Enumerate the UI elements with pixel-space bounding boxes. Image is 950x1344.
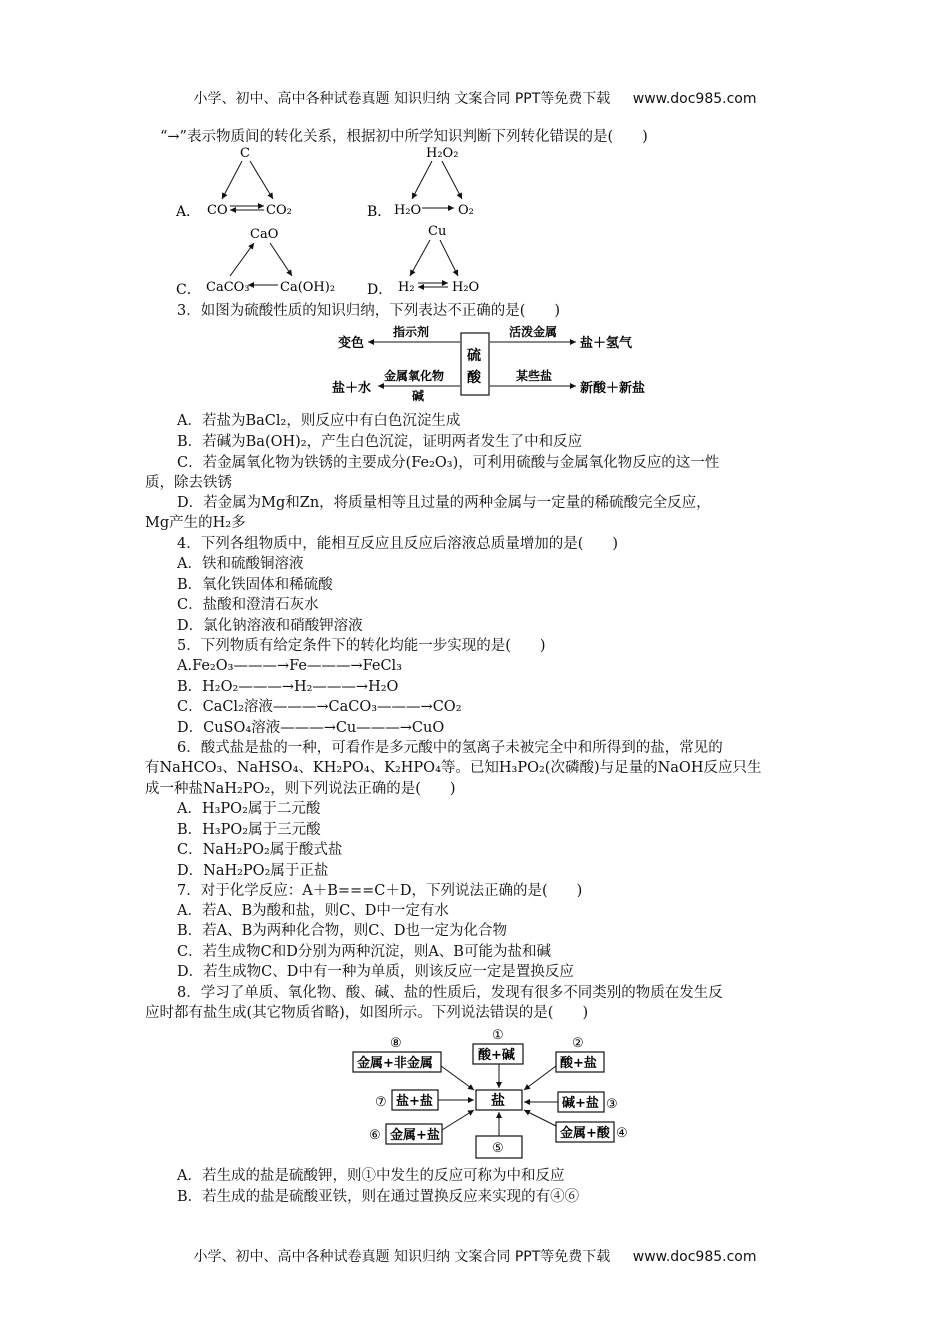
q2-b-right: O₂ [458,203,474,218]
q2-b-top: H₂O₂ [426,146,459,161]
q8-b1: 酸+碱 [478,1048,515,1063]
q2-a-label: A． [176,204,201,220]
q2-option-d [367,224,479,298]
q8-n3: ③ [606,1097,618,1112]
q2-d-label: D． [367,282,393,298]
q4-option-b: B．氧化铁固体和稀硫酸 [177,577,333,593]
header-text: 小学、初中、高中各种试卷真题 知识归纳 文案合同 PPT等免费下载 [193,91,611,107]
q8-n6: ⑥ [369,1128,381,1143]
q8-b8: 金属+非金属 [357,1056,433,1071]
q8-b3: 碱+盐 [562,1096,599,1111]
page-footer [0,1246,950,1266]
q7-option-d: D．若生成物C、D中有一种为单质，则该反应一定是置换反应 [177,964,574,980]
q8-b6: 金属+盐 [390,1128,440,1143]
q3-bl-arrow-bottom: 碱 [412,389,425,403]
q2-b-label: B． [367,204,392,220]
q3-option-c-cont: 质，除去铁锈 [145,475,232,491]
q2-d-left: H₂ [398,280,415,295]
q3-br-arrow-label: 某些盐 [516,369,553,383]
q6-option-d: D．NaH₂PO₂属于正盐 [177,863,329,879]
q8-n8: ⑧ [390,1036,402,1051]
q2-c-top: CaO [250,227,279,242]
q7-option-a: A．若A、B为酸和盐，则C、D中一定有水 [177,903,449,919]
q3-tl-text: 变色 [338,336,365,351]
q3-option-b: B．若碱为Ba(OH)₂，产生白色沉淀，证明两者发生了中和反应 [177,434,583,450]
q5-option-a: A.Fe₂O₃———→Fe———→FeCl₃ [177,658,402,674]
q8-b7: 盐+盐 [396,1094,433,1109]
q2-c-label: C． [176,282,201,298]
q3-option-d: D．若金属为Mg和Zn，将质量相等且过量的两种金属与一定量的稀硫酸完全反应， [177,495,711,511]
page-header [0,88,950,108]
q3-option-c: C．若金属氧化物为铁锈的主要成分(Fe₂O₃)，可利用硫酸与金属氧化物反应的这一性 [177,455,720,471]
q8-n5: ⑤ [492,1141,504,1156]
q4-stem: 4．下列各组物质中，能相互反应且反应后溶液总质量增加的是( ) [177,536,619,552]
q8-center: 盐 [491,1093,505,1109]
footer-text: 小学、初中、高中各种试卷真题 知识归纳 文案合同 PPT等免费下载 [193,1249,611,1265]
q2-stem: “→”表示物质间的转化关系，根据初中所学知识判断下列转化错误的是( ) [160,129,648,145]
q2-a-top: C [240,146,250,161]
footer-site: www.doc985.com [632,1249,757,1265]
q2-option-c [176,227,335,298]
q3-diagram [330,322,650,404]
q8-n4: ④ [616,1126,628,1141]
q4-option-a: A．铁和硫酸铜溶液 [177,556,304,572]
q6-option-c: C．NaH₂PO₂属于酸式盐 [177,842,343,858]
q2-option-b [367,146,474,220]
q2-a-left: CO [207,203,228,218]
q8-stem-2: 应时都有盐生成(其它物质省略)，如图所示。下列说法错误的是( ) [145,1005,589,1021]
header-site: www.doc985.com [632,91,757,107]
q2-diagrams [170,140,670,300]
q4-option-d: D．氯化钠溶液和硝酸钾溶液 [177,618,363,634]
q8-diagram [350,1026,650,1162]
q3-bl-arrow-top: 金属氧化物 [384,369,445,383]
q2-d-top: Cu [428,224,447,239]
q3-tl-arrow-label: 指示剂 [393,325,430,339]
q7-option-c: C．若生成物C和D分别为两种沉淀，则A、B可能为盐和碱 [177,944,551,960]
q5-option-d: D．CuSO₄溶液———→Cu———→CuO [177,720,445,736]
q8-option-a: A．若生成的盐是硫酸钾，则①中发生的反应可称为中和反应 [177,1168,565,1184]
q8-n2: ② [572,1036,584,1051]
q3-tr-arrow-label: 活泼金属 [509,325,558,339]
q5-option-b: B．H₂O₂———→H₂———→H₂O [177,679,399,695]
q8-stem-1: 8．学习了单质、氧化物、酸、碱、盐的性质后，发现有很多不同类别的物质在发生反 [177,985,723,1001]
q7-option-b: B．若A、B为两种化合物，则C、D也一定为化合物 [177,923,508,939]
q8-n7: ⑦ [375,1095,387,1110]
q3-br-text: 新酸＋新盐 [580,381,646,396]
q2-option-a [175,146,292,220]
q8-n1: ① [492,1028,504,1043]
q6-option-b: B．H₃PO₂属于三元酸 [177,822,321,838]
q2-b-left: H₂O [394,203,422,218]
q6-stem-3: 成一种盐NaH₂PO₂，则下列说法正确的是( ) [145,781,456,797]
q3-option-d-cont: Mg产生的H₂多 [145,515,246,531]
q2-a-right: CO₂ [266,203,292,218]
q3-tr-text: 盐＋氢气 [580,336,633,351]
q2-d-right: H₂O [452,280,480,295]
q5-stem: 5．下列物质有给定条件下的转化均能一步实现的是( ) [177,638,546,654]
q3-option-a: A．若盐为BaCl₂，则反应中有白色沉淀生成 [177,413,461,429]
q5-option-c: C．CaCl₂溶液———→CaCO₃———→CO₂ [177,699,462,715]
q2-c-left: CaCO₃ [206,280,250,295]
q6-stem-1: 6．酸式盐是盐的一种，可看作是多元酸中的氢离子未被完全中和所得到的盐，常见的 [177,740,723,756]
q6-option-a: A．H₃PO₂属于二元酸 [177,801,321,817]
q2-c-right: Ca(OH)₂ [280,280,336,295]
q7-stem: 7．对于化学反应：A＋B===C＋D，下列说法正确的是( ) [177,883,583,899]
q3-stem: 3．如图为硫酸性质的知识归纳，下列表达不正确的是( ) [177,303,561,319]
q4-option-c: C．盐酸和澄清石灰水 [177,597,319,613]
q8-b2: 酸+盐 [560,1056,597,1071]
q8-b4: 金属+酸 [560,1126,610,1141]
q3-center-2: 酸 [467,370,481,386]
q3-center-1: 硫 [467,348,481,364]
q6-stem-2: 有NaHCO₃、NaHSO₄、KH₂PO₄、K₂HPO₄等。已知H₃PO₂(次磷酸)与足量的NaOH反应只生 [145,760,762,776]
q3-bl-text: 盐＋水 [332,381,372,396]
q8-option-b: B．若生成的盐是硫酸亚铁，则在通过置换反应来实现的有④⑥ [177,1189,580,1205]
